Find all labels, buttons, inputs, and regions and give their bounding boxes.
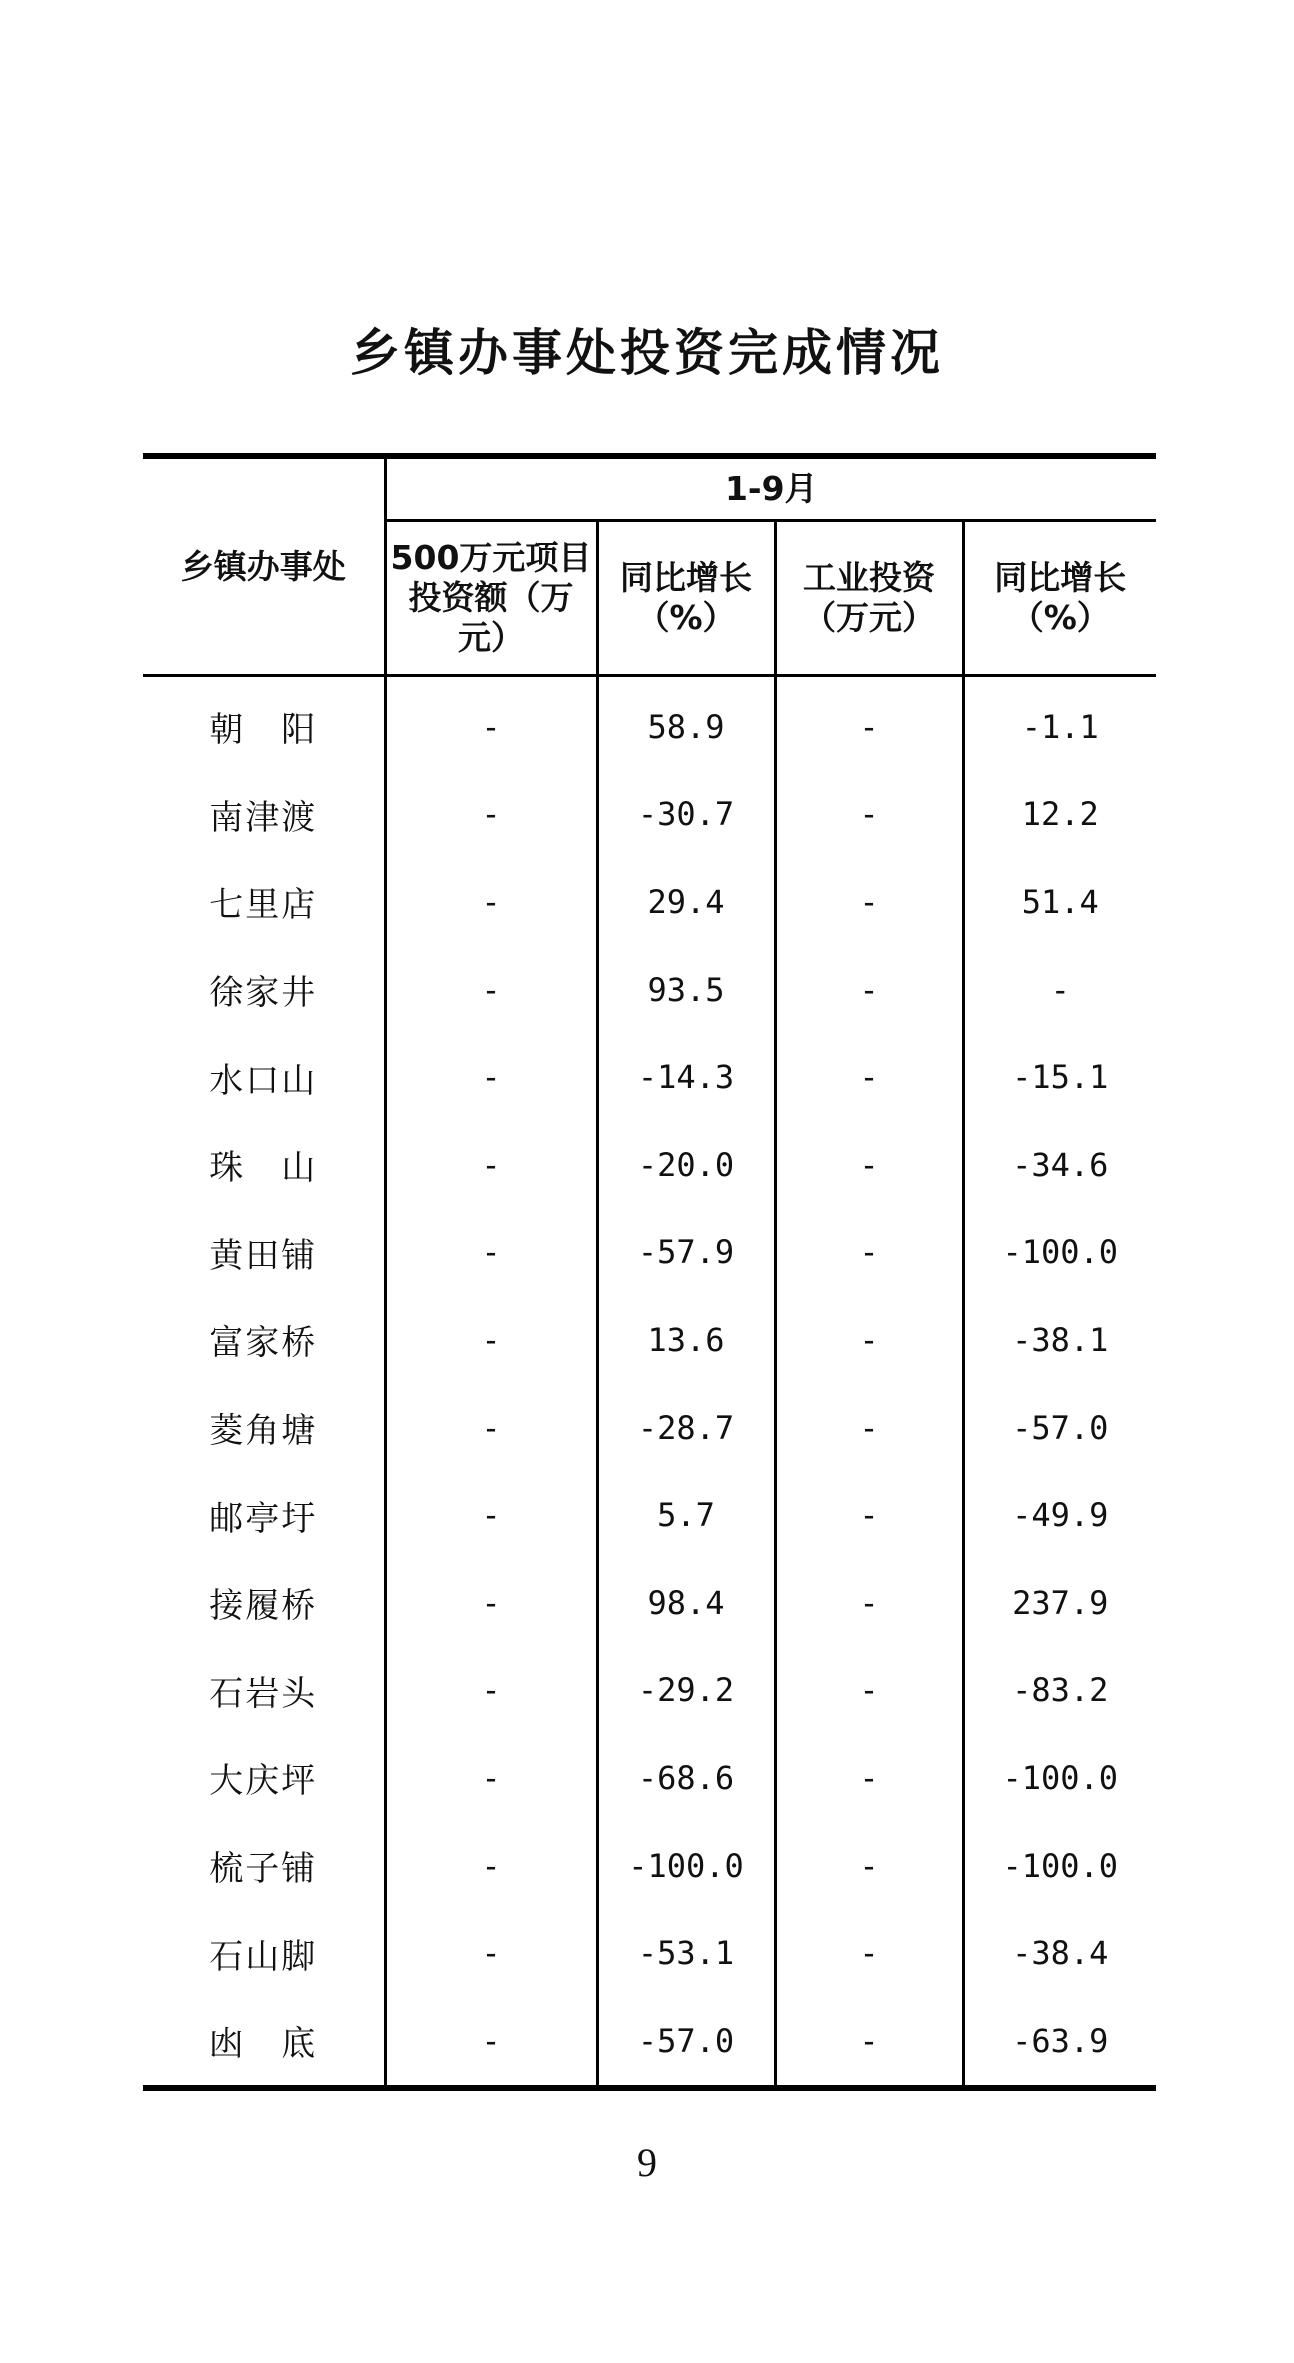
project-investment-cell: - — [385, 1121, 597, 1209]
project-investment-cell: - — [385, 1647, 597, 1735]
industrial-growth-cell: -49.9 — [963, 1471, 1156, 1559]
table-row — [143, 676, 1156, 771]
region-name-cell: 黄田铺 — [209, 1235, 318, 1276]
table-row — [143, 1647, 1156, 1735]
industrial-investment-cell: - — [775, 946, 963, 1034]
industrial-investment-cell: - — [775, 1734, 963, 1822]
table-row — [143, 1471, 1156, 1559]
region-name-cell: 接履桥 — [209, 1586, 318, 1627]
period-header: 1-9月 — [385, 456, 1156, 521]
project-investment-cell: - — [385, 1033, 597, 1121]
table-row — [143, 1384, 1156, 1472]
industrial-investment-cell: - — [775, 1997, 963, 2088]
industrial-investment-cell: - — [775, 1209, 963, 1297]
industrial-investment-header: 工业投资 （万元） — [775, 521, 963, 676]
project-investment-cell: - — [385, 1559, 597, 1647]
industrial-investment-cell: - — [775, 1296, 963, 1384]
region-name-cell: 石岩头 — [209, 1673, 318, 1714]
industrial-growth-cell: -38.4 — [963, 1909, 1156, 1997]
industrial-growth-cell: 51.4 — [963, 858, 1156, 946]
project-investment-cell: - — [385, 676, 597, 771]
table-row — [143, 1734, 1156, 1822]
industrial-investment-cell: - — [775, 1384, 963, 1472]
industrial-investment-cell: - — [775, 858, 963, 946]
region-name-cell: 七里店 — [209, 885, 318, 926]
industrial-investment-cell: - — [775, 1033, 963, 1121]
industrial-investment-cell: - — [775, 1559, 963, 1647]
project-investment-cell: - — [385, 1909, 597, 1997]
project-investment-cell: - — [385, 1734, 597, 1822]
region-name-cell: 水口山 — [209, 1060, 318, 1101]
project-investment-cell: - — [385, 1997, 597, 2088]
project-growth-cell: 13.6 — [597, 1296, 775, 1384]
project-growth-cell: -57.9 — [597, 1209, 775, 1297]
industrial-growth-cell: -100.0 — [963, 1209, 1156, 1297]
table-body — [143, 676, 1156, 2088]
page-number: 9 — [637, 2140, 657, 2185]
project-growth-cell: -29.2 — [597, 1647, 775, 1735]
industrial-investment-cell: - — [775, 1647, 963, 1735]
region-name-cell: 徐家井 — [209, 973, 318, 1014]
region-name-cell: 菱角塘 — [209, 1411, 318, 1452]
industrial-growth-cell: -15.1 — [963, 1033, 1156, 1121]
table-row — [143, 1997, 1156, 2088]
table-row — [143, 1121, 1156, 1209]
industrial-growth-header: 同比增长 （%） — [963, 521, 1156, 676]
industrial-growth-cell: -57.0 — [963, 1384, 1156, 1472]
table-row — [143, 946, 1156, 1034]
industrial-investment-cell: - — [775, 1822, 963, 1910]
industrial-investment-cell: - — [775, 676, 963, 771]
table-row — [143, 771, 1156, 859]
region-name-cell: 富家桥 — [209, 1323, 318, 1364]
project-growth-cell: -14.3 — [597, 1033, 775, 1121]
project-growth-cell: -100.0 — [597, 1822, 775, 1910]
project-investment-cell: - — [385, 1384, 597, 1472]
industrial-growth-cell: -100.0 — [963, 1734, 1156, 1822]
industrial-growth-cell: 12.2 — [963, 771, 1156, 859]
industrial-growth-cell: -100.0 — [963, 1822, 1156, 1910]
region-column-header: 乡镇办事处 — [143, 456, 385, 676]
industrial-growth-cell: -38.1 — [963, 1296, 1156, 1384]
industrial-growth-cell: 237.9 — [963, 1559, 1156, 1647]
region-name-cell: 朝 阳 — [209, 710, 318, 751]
project-investment-cell: - — [385, 1822, 597, 1910]
project-growth-cell: -28.7 — [597, 1384, 775, 1472]
table-row — [143, 858, 1156, 946]
table-header-row — [143, 456, 1156, 521]
industrial-investment-cell: - — [775, 1121, 963, 1209]
investment-table — [143, 453, 1156, 2091]
page-title: 乡镇办事处投资完成情况 — [350, 324, 944, 382]
region-name-cell: 大庆坪 — [209, 1761, 318, 1802]
project-investment-cell: - — [385, 1471, 597, 1559]
project-investment-cell: - — [385, 946, 597, 1034]
industrial-investment-cell: - — [775, 771, 963, 859]
table-row — [143, 1033, 1156, 1121]
industrial-growth-cell: -83.2 — [963, 1647, 1156, 1735]
industrial-growth-cell: -34.6 — [963, 1121, 1156, 1209]
project-growth-cell: -30.7 — [597, 771, 775, 859]
table-row — [143, 1822, 1156, 1910]
region-name-cell: 凼 底 — [209, 2024, 318, 2065]
industrial-growth-cell: -63.9 — [963, 1997, 1156, 2088]
project-growth-cell: -57.0 — [597, 1997, 775, 2088]
region-name-cell: 南津渡 — [209, 797, 318, 838]
project-investment-header: 500万元项目 投资额（万 元） — [385, 521, 597, 676]
project-growth-cell: 5.7 — [597, 1471, 775, 1559]
project-growth-cell: 58.9 — [597, 676, 775, 771]
table-row — [143, 1209, 1156, 1297]
project-investment-cell: - — [385, 858, 597, 946]
project-growth-cell: -53.1 — [597, 1909, 775, 1997]
project-growth-cell: -68.6 — [597, 1734, 775, 1822]
region-name-cell: 珠 山 — [209, 1148, 318, 1189]
project-growth-cell: 98.4 — [597, 1559, 775, 1647]
project-investment-cell: - — [385, 1209, 597, 1297]
region-name-cell: 石山脚 — [209, 1936, 318, 1977]
region-name-cell: 邮亭圩 — [209, 1498, 318, 1539]
project-growth-header: 同比增长 （%） — [597, 521, 775, 676]
industrial-investment-cell: - — [775, 1909, 963, 1997]
table-row — [143, 1559, 1156, 1647]
project-growth-cell: -20.0 — [597, 1121, 775, 1209]
project-investment-cell: - — [385, 1296, 597, 1384]
industrial-growth-cell: -1.1 — [963, 676, 1156, 771]
project-growth-cell: 93.5 — [597, 946, 775, 1034]
industrial-investment-cell: - — [775, 1471, 963, 1559]
table-row — [143, 1296, 1156, 1384]
industrial-growth-cell: - — [963, 946, 1156, 1034]
project-growth-cell: 29.4 — [597, 858, 775, 946]
project-investment-cell: - — [385, 771, 597, 859]
region-name-cell: 梳子铺 — [209, 1849, 318, 1890]
table-row — [143, 1909, 1156, 1997]
